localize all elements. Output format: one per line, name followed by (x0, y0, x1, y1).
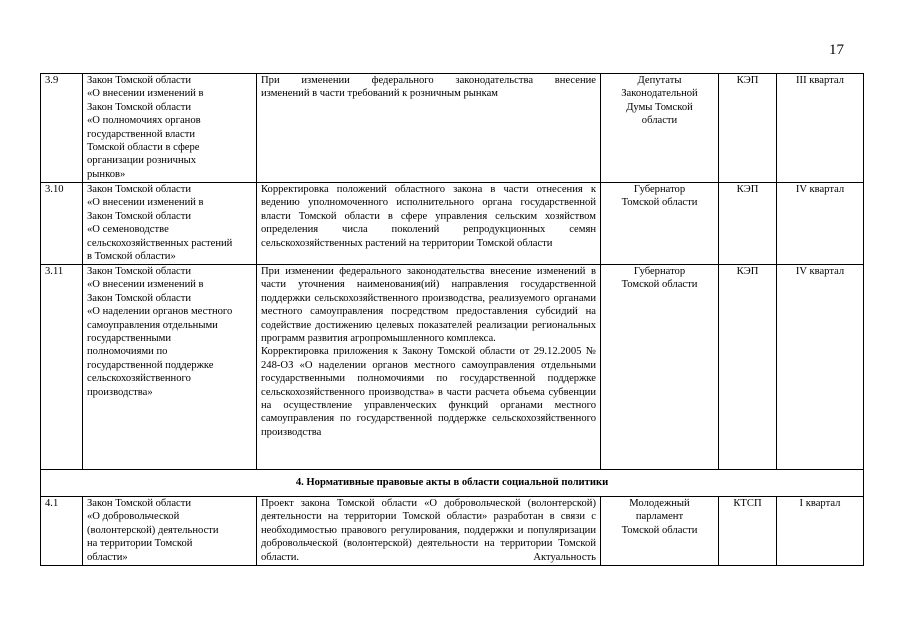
description-paragraph: При изменении федерального законодательства внесение (261, 75, 596, 86)
initiator: Молодежный парламент Томской области (601, 497, 719, 566)
law-description (257, 183, 601, 265)
term: I квартал (777, 497, 864, 566)
description-paragraph: Проект закона Томской области «О добровольческой (волонтерской) деятельности на территории Томской области» разработан в связи с необходимостью правового регулирования, поддержки и популяризации добровольческой (волонтерской) деятельности на территории Томской области. Актуальность (261, 498, 596, 563)
term: IV квартал (777, 183, 864, 265)
row-number: 3.10 (41, 183, 83, 265)
legislation-plan-table (40, 73, 864, 566)
committee: КЭП (719, 183, 777, 265)
term: IV квартал (777, 265, 864, 470)
initiator: Губернатор Томской области (601, 265, 719, 470)
table-row (41, 183, 864, 265)
description-paragraph: изменений в части требований к розничным рынкам (261, 88, 498, 100)
row-number: 3.9 (41, 74, 83, 183)
row-number: 3.11 (41, 265, 83, 470)
table-row (41, 265, 864, 470)
law-name: Закон Томской области «О внесении изменений в Закон Томской области «О семеноводстве сельскохозяйственных растений в Томской области» (83, 183, 257, 265)
initiator: Депутаты Законодательной Думы Томской области (601, 74, 719, 183)
term: III квартал (777, 74, 864, 183)
section-title: 4. Нормативные правовые акты в области социальной политики (41, 470, 864, 497)
page-number: 17 (829, 42, 844, 58)
description-paragraph: Корректировка приложения к Закону Томской области от 29.12.2005 № 248-ОЗ «О наделении органов местного самоуправления отдельными государственными полномочиями по государственной поддержке сельскохозяйственного производства» в части расчета объема субвенции на осуществление управленческих функций органами местного самоуправления по государственной поддержке сельскохозяйственного производства (261, 346, 596, 438)
committee: КЭП (719, 265, 777, 470)
table-row (41, 497, 864, 566)
law-description (257, 74, 601, 183)
row-number: 4.1 (41, 497, 83, 566)
law-description (257, 265, 601, 470)
table-row (41, 74, 864, 183)
law-name: Закон Томской области «О внесении изменений в Закон Томской области «О наделении органов местного самоуправления отдельными государственными полномочиями по государственной поддержке сельскохозяйственного производства» (83, 265, 257, 470)
section-header-row (41, 470, 864, 497)
law-name: Закон Томской области «О внесении изменений в Закон Томской области «О полномочиях органов государственной власти Томской области в сфере организации розничных рынков» (83, 74, 257, 183)
initiator: Губернатор Томской области (601, 183, 719, 265)
committee: КТСП (719, 497, 777, 566)
description-paragraph: Корректировка положений областного закона в части отнесения к ведению уполномоченного исполнительного органа государственной власти Томской области в сфере управления сельским хозяйством определения числа поколений репродукционных семян сельскохозяйственных растений на территории Томской области (261, 184, 596, 249)
description-paragraph: При изменении федерального законодательства внесение изменений в части уточнения наименования(ий) направления государственной поддержки сельскохозяйственного производства, реализуемого органами местного самоуправления посредством предоставления субсидий на содействие достижению целевых показателей реализации региональных программ развития агропромышленного комплекса. (261, 266, 596, 345)
law-description (257, 497, 601, 566)
committee: КЭП (719, 74, 777, 183)
law-name: Закон Томской области «О добровольческой (волонтерской) деятельности на территории Томской области» (83, 497, 257, 566)
